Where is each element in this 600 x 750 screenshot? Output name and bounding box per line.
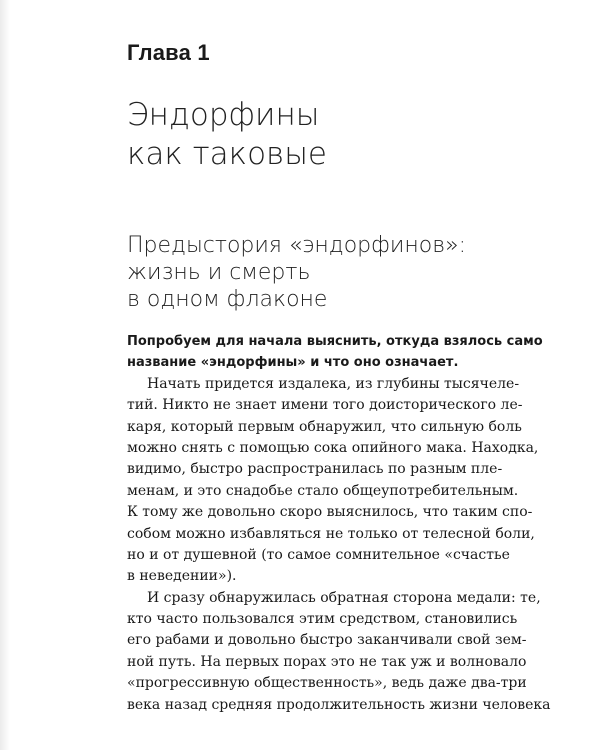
chapter-title-line: Эндорфины — [127, 97, 320, 133]
text-line: К тому же довольно скоро выяснилось, что таким спо- — [127, 504, 533, 521]
lead-paragraph — [127, 331, 543, 374]
text-line: ной путь. На первых порах это не так уж и волновало — [127, 653, 527, 670]
text-line: в неведении»). — [127, 568, 237, 585]
chapter-title-line: как таковые — [127, 136, 328, 172]
chapter-label: Глава 1 — [127, 40, 210, 65]
paragraph — [127, 588, 551, 716]
section-title — [127, 232, 557, 313]
text-line: название «эндорфины» и что оно означает. — [127, 355, 459, 371]
text-line: И сразу обнаружилась обратная сторона медали: те, — [147, 589, 541, 606]
text-line: но и от душевной (то самое сомнительное «счастье — [127, 546, 510, 563]
section-title-line: в одном флаконе — [127, 287, 328, 312]
text-line: его рабами и довольно быстро заканчивали свой зем- — [127, 632, 527, 649]
text-line: Начать придется издалека, из глубины тысячеле- — [147, 375, 520, 392]
text-line: собом можно избавляться не только от телесной боли, — [127, 525, 535, 542]
text-line: менам, и это снадобье стало общеупотребительным. — [127, 482, 519, 499]
paragraph — [127, 374, 539, 588]
text-line: «прогрессивную общественность», ведь даже два-три — [127, 675, 527, 692]
text-line: видимо, быстро распространилась по разным пле- — [127, 461, 503, 478]
text-line: века назад средняя продолжительность жизни человека — [127, 696, 551, 713]
body-text — [127, 331, 551, 716]
section-title-line: Предыстория «эндорфинов»: — [127, 233, 467, 258]
text-line: каря, который первым обнаружил, что сильную боль — [127, 418, 522, 435]
text-line: можно снять с помощью сока опийного мака. Находка, — [127, 439, 539, 456]
text-line: тий. Никто не знает имени того доисторического ле- — [127, 397, 523, 414]
text-line: Попробуем для начала выяснить, откуда взялось само — [127, 334, 543, 349]
text-line: кто часто пользовался этим средством, становились — [127, 611, 518, 628]
chapter-title — [127, 96, 557, 174]
section-title-line: жизнь и смерть — [127, 260, 311, 285]
page-spine-shadow — [0, 0, 10, 750]
